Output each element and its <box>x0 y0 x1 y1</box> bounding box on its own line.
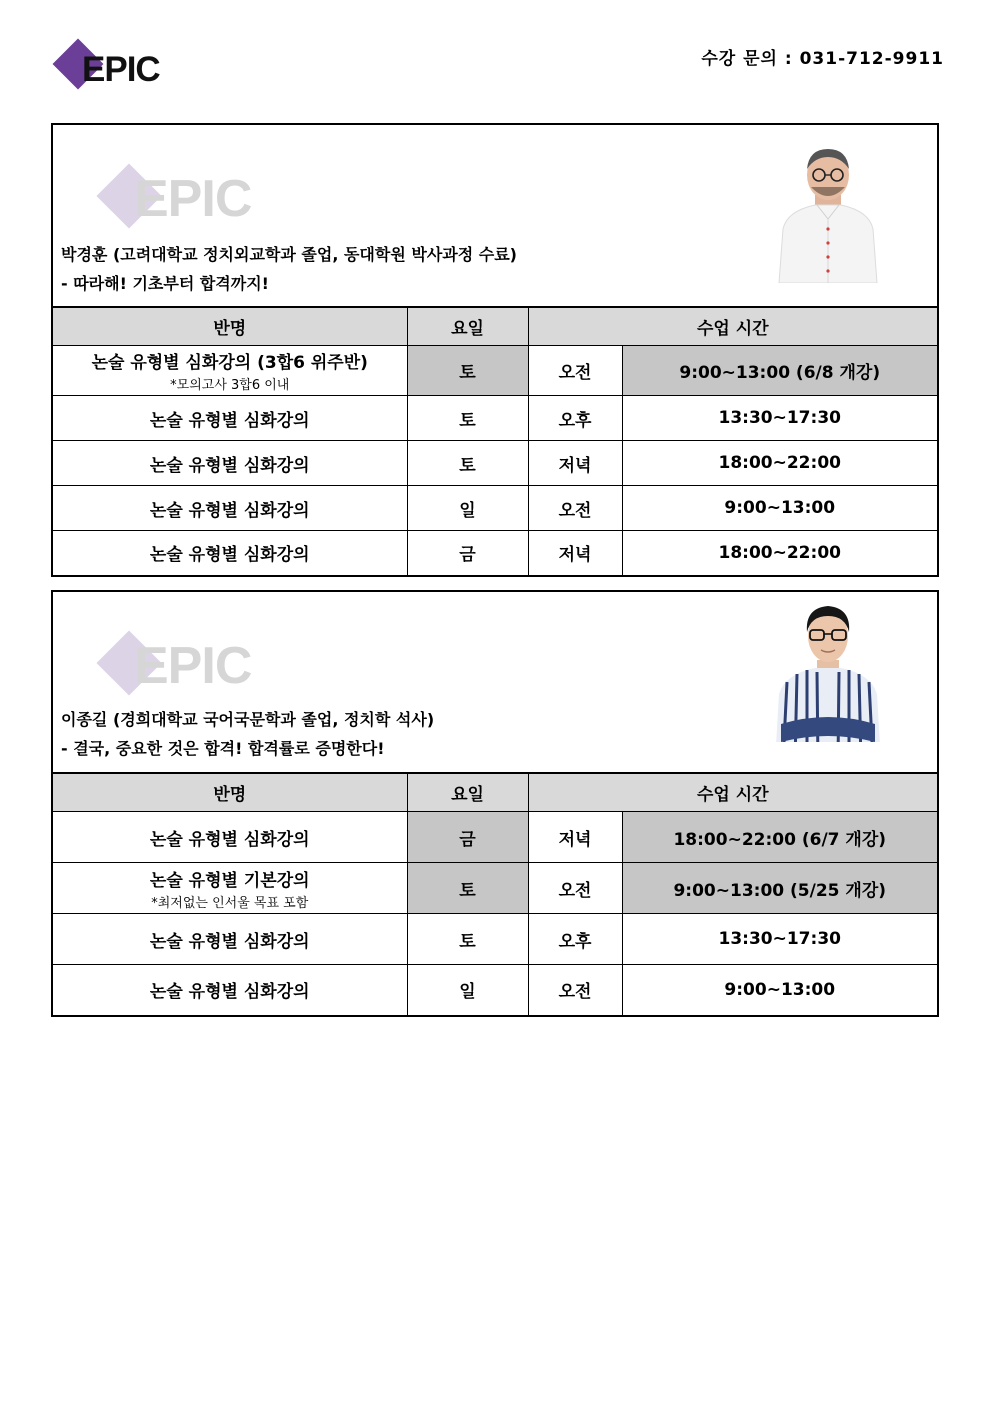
teacher-photo <box>771 143 885 283</box>
watermark-text: EPIC <box>134 170 252 228</box>
table-header-row <box>53 774 937 812</box>
class-note: *최저없는 인서울 목표 포함 <box>151 895 309 911</box>
teacher-block-1 <box>51 123 939 577</box>
class-cell <box>53 914 407 965</box>
teacher-block-2 <box>51 590 939 1017</box>
teacher-header <box>53 125 937 307</box>
class-cell <box>53 486 407 531</box>
contact-info: 수강 문의 : 031-712-9911 <box>701 49 944 69</box>
class-name: 논술 유형별 심화강의 <box>149 545 310 566</box>
period-cell: 오후 <box>528 396 622 441</box>
teacher-name-line: 이종길 (경희대학교 국어국문학과 졸업, 정치학 석사) <box>61 710 435 729</box>
class-name: 논술 유형별 심화강의 <box>149 455 310 476</box>
time-cell: 9:00~13:00 <box>622 486 937 531</box>
epic-logo <box>52 40 182 100</box>
class-cell <box>53 441 407 486</box>
table-row <box>53 812 937 863</box>
col-class-header: 반명 <box>53 308 407 346</box>
col-class-header: 반명 <box>53 774 407 812</box>
teacher-slogan: - 따라해! 기초부터 합격까지! <box>61 274 269 293</box>
class-name: 논술 유형별 심화강의 <box>149 829 310 850</box>
table-row <box>53 531 937 575</box>
period-cell: 오전 <box>528 486 622 531</box>
time-cell: 9:00~13:00 <box>622 965 937 1015</box>
class-name: 논술 유형별 기본강의 <box>149 870 310 891</box>
time-cell: 18:00~22:00 (6/7 개강) <box>622 812 937 863</box>
class-cell <box>53 965 407 1015</box>
table-header-row <box>53 308 937 346</box>
schedule-table <box>53 307 937 575</box>
class-name: 논술 유형별 심화강의 <box>149 982 310 1003</box>
table-row <box>53 965 937 1015</box>
teacher-name-line: 박경훈 (고려대학교 정치외교학과 졸업, 동대학원 박사과정 수료) <box>61 245 517 264</box>
class-cell <box>53 863 407 914</box>
schedule-table <box>53 773 937 1015</box>
epic-watermark <box>101 632 281 712</box>
period-cell: 오전 <box>528 965 622 1015</box>
time-cell: 18:00~22:00 <box>622 531 937 575</box>
time-cell: 18:00~22:00 <box>622 441 937 486</box>
day-cell: 금 <box>407 531 528 575</box>
watermark-text: EPIC <box>134 637 252 695</box>
class-name: 논술 유형별 심화강의 <box>149 931 310 952</box>
period-cell: 오전 <box>528 863 622 914</box>
teacher-intro <box>61 705 434 763</box>
logo-text: EPIC <box>82 50 160 89</box>
col-day-header: 요일 <box>407 774 528 812</box>
class-name: 논술 유형별 심화강의 (3합6 위주반) <box>91 353 368 373</box>
epic-watermark <box>101 165 281 245</box>
table-row <box>53 441 937 486</box>
period-cell: 저녁 <box>528 812 622 863</box>
table-row <box>53 863 937 914</box>
day-cell: 토 <box>407 863 528 914</box>
class-name: 논술 유형별 심화강의 <box>149 410 310 431</box>
class-cell <box>53 396 407 441</box>
teacher-intro <box>61 240 517 298</box>
col-time-header: 수업 시간 <box>528 308 937 346</box>
time-cell: 13:30~17:30 <box>622 396 937 441</box>
table-row <box>53 914 937 965</box>
day-cell: 일 <box>407 486 528 531</box>
day-cell: 토 <box>407 914 528 965</box>
teacher-slogan: - 결국, 중요한 것은 합격! 합격률로 증명한다! <box>61 739 385 758</box>
period-cell: 오전 <box>528 346 622 396</box>
class-cell <box>53 812 407 863</box>
table-row <box>53 486 937 531</box>
table-row <box>53 346 937 396</box>
col-day-header: 요일 <box>407 308 528 346</box>
day-cell: 토 <box>407 396 528 441</box>
teacher-header <box>53 592 937 773</box>
col-time-header: 수업 시간 <box>528 774 937 812</box>
time-cell: 9:00~13:00 (6/8 개강) <box>622 346 937 396</box>
time-cell: 9:00~13:00 (5/25 개강) <box>622 863 937 914</box>
time-cell: 13:30~17:30 <box>622 914 937 965</box>
teacher-photo <box>771 602 885 742</box>
day-cell: 금 <box>407 812 528 863</box>
period-cell: 오후 <box>528 914 622 965</box>
day-cell: 일 <box>407 965 528 1015</box>
class-cell <box>53 346 407 396</box>
day-cell: 토 <box>407 441 528 486</box>
table-row <box>53 396 937 441</box>
day-cell: 토 <box>407 346 528 396</box>
period-cell: 저녁 <box>528 441 622 486</box>
class-cell <box>53 531 407 575</box>
class-name: 논술 유형별 심화강의 <box>149 500 310 521</box>
period-cell: 저녁 <box>528 531 622 575</box>
class-note: *모의고사 3합6 이내 <box>170 378 290 393</box>
